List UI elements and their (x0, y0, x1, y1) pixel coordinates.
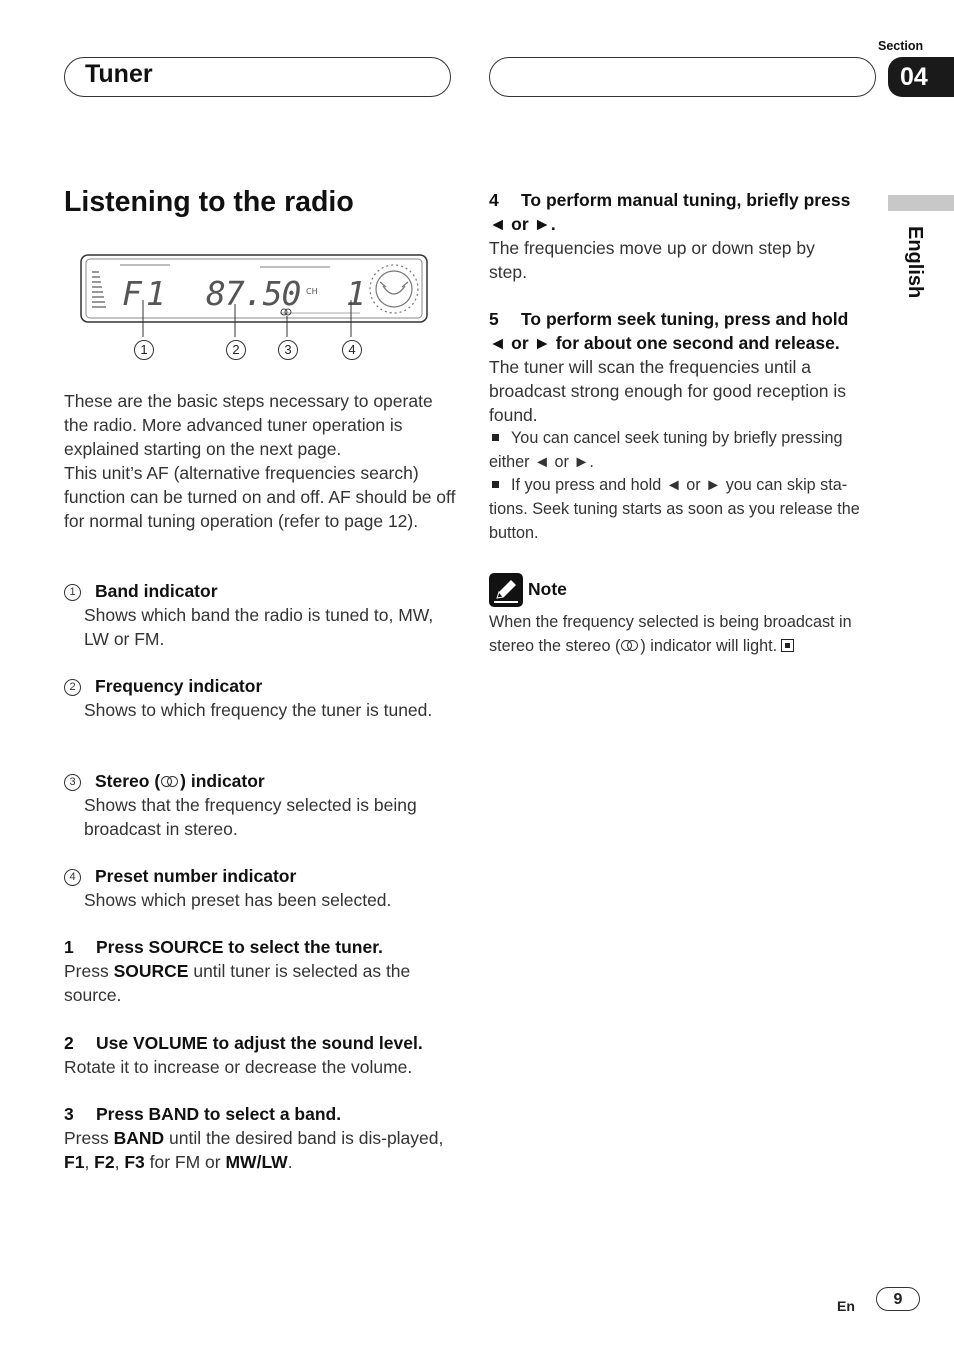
step-body-text: until the desired band is dis-played, (164, 1128, 444, 1148)
intro-paragraph-1: These are the basic steps necessary to operate the radio. More advanced tuner operation is explained starting on the next page. (64, 391, 433, 459)
band-readout: F1 (122, 274, 170, 313)
step-title-cont: ◄ or ► for about one second and release. (489, 333, 840, 353)
indicator-number: 4 (64, 869, 81, 886)
language-tab-bar (888, 195, 954, 211)
callout-4: 4 (342, 340, 362, 360)
note-pencil-icon (489, 573, 523, 607)
callout-1: 1 (134, 340, 154, 360)
indicator-frequency (64, 674, 456, 722)
indicator-title: Band indicator (95, 581, 218, 601)
step-title: To perform manual tuning, briefly press (521, 190, 851, 210)
indicator-band (64, 579, 456, 651)
indicator-title: Preset number indicator (95, 866, 297, 886)
step-body-text: for FM or (144, 1152, 226, 1172)
page-number: 9 (876, 1287, 920, 1311)
intro-paragraph-2: This unit’s AF (alternative frequencies search) function can be turned on and off. AF should be off for normal tuning operation (refer to page 12). (64, 463, 456, 531)
indicator-desc: Shows to which frequency the tuner is tuned. (84, 700, 433, 720)
bullet-icon (492, 434, 499, 441)
band-key: BAND (113, 1128, 165, 1148)
step-4 (489, 188, 881, 284)
step-2 (64, 1031, 456, 1079)
callout-2: 2 (226, 340, 246, 360)
separator: , (114, 1152, 125, 1172)
indicator-title-post: ) indicator (180, 771, 265, 791)
step-number: 2 (64, 1033, 74, 1053)
callout-3: 3 (278, 340, 298, 360)
separator: , (84, 1152, 95, 1172)
language-label: English (904, 226, 926, 299)
bullet-icon (492, 481, 499, 488)
ch-label: CH (306, 287, 318, 296)
indicator-number: 3 (64, 774, 81, 791)
indicator-desc: Shows which band the radio is tuned to, MW, LW or FM. (84, 605, 434, 649)
step-body-text: until tuner is selected as the source. (64, 961, 411, 1005)
step-title: Use VOLUME to adjust the sound level. (96, 1033, 423, 1053)
period: . (287, 1152, 293, 1172)
indicator-title-pre: Stereo ( (95, 771, 161, 791)
bullet-text: You can cancel seek tuning by briefly pressing either ◄ or ►. (489, 429, 843, 471)
step-body: Rotate it to increase or decrease the volume. (64, 1057, 413, 1077)
step-5 (489, 307, 881, 427)
f3-key: F3 (124, 1152, 145, 1172)
step-1 (64, 935, 456, 1007)
bullet-item (489, 426, 879, 474)
step-title: Press SOURCE to select the tuner. (96, 937, 383, 957)
indicator-stereo (64, 769, 456, 841)
source-key: SOURCE (113, 961, 189, 981)
indicator-preset (64, 864, 456, 912)
note-text-post: ) indicator will light. (640, 637, 778, 655)
preset-readout: 1 (346, 274, 366, 313)
section-label: Section (878, 39, 924, 53)
indicator-title: Frequency indicator (95, 676, 263, 696)
step-number: 4 (489, 190, 499, 210)
bullet-text: If you press and hold ◄ or ► you can skip sta-tions. Seek tuning starts as soon as you release the button. (489, 476, 860, 542)
f2-key: F2 (94, 1152, 115, 1172)
step-body-text: Press (64, 961, 114, 981)
footer-language-code: En (837, 1298, 855, 1314)
callout-leaders (80, 300, 428, 340)
step-title: To perform seek tuning, press and hold (521, 309, 849, 329)
chapter-title: Tuner (85, 60, 153, 88)
frequency-readout: 87.50 (206, 274, 301, 313)
note-text (489, 610, 879, 658)
f1-key: F1 (64, 1152, 85, 1172)
indicator-desc: Shows that the frequency selected is being broadcast in stereo. (84, 795, 417, 839)
step-number: 1 (64, 937, 74, 957)
step-body: The frequencies move up or down step by step. (489, 238, 815, 282)
blank-header-pill (489, 57, 876, 97)
page-title: Listening to the radio (64, 186, 354, 218)
step-3 (64, 1102, 456, 1174)
bullet-item (489, 473, 879, 545)
step-title-cont: ◄ or ►. (489, 214, 556, 234)
mw-lw-key: MW/LW (225, 1152, 288, 1172)
note-title: Note (528, 579, 567, 599)
step-body-text: Press (64, 1128, 114, 1148)
step-title: Press BAND to select a band. (96, 1104, 342, 1124)
section-number-badge: 04 (888, 57, 954, 97)
indicator-number: 1 (64, 584, 81, 601)
note-text-pre: When the frequency selected is being broadcast in stereo the stereo ( (489, 613, 852, 655)
step-body: The tuner will scan the frequencies until a broadcast strong enough for good reception is found. (489, 357, 847, 425)
end-mark-icon (781, 639, 794, 652)
stereo-symbol-icon (621, 640, 639, 652)
stereo-symbol-icon (161, 776, 179, 788)
indicator-desc: Shows which preset has been selected. (84, 890, 392, 910)
step-number: 5 (489, 309, 499, 329)
indicator-number: 2 (64, 679, 81, 696)
step-number: 3 (64, 1104, 74, 1124)
